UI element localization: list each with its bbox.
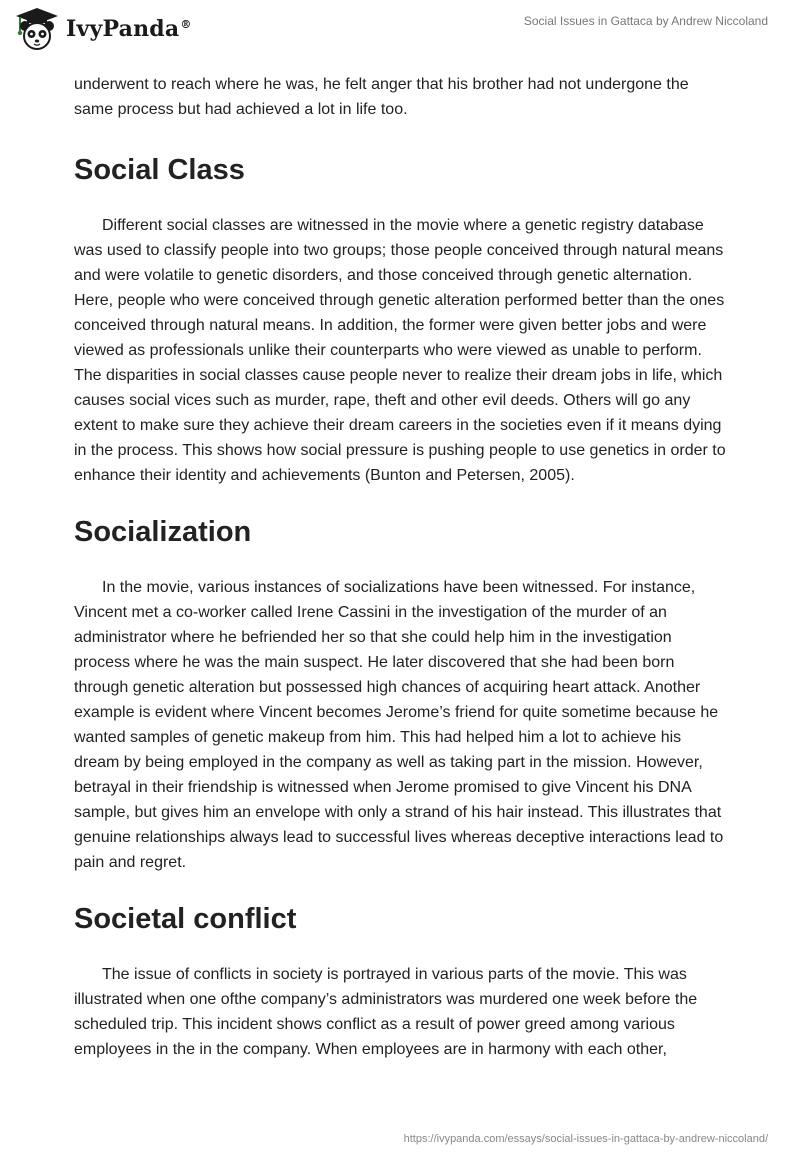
document-title: Social Issues in Gattaca by Andrew Niccoland [523, 14, 768, 28]
source-url[interactable]: https://ivypanda.com/essays/social-issues-in-gattaca-by-andrew-niccoland/ [403, 1133, 768, 1145]
section-heading-societal-conflict: Societal conflict [74, 903, 297, 935]
logo-wordmark: IvyPanda® [66, 16, 192, 42]
page-header [0, 0, 800, 60]
intro-paragraph: underwent to reach where he was, he felt anger that his brother had not undergone the same process but had achieved a lot in life too. [74, 76, 689, 118]
section-heading-social-class: Social Class [74, 154, 245, 186]
section-paragraph-socialization: In the movie, various instances of socializations have been witnessed. For instance, Vincent met a co-worker called Irene Cassini in the investigation of the murder of an administrator where he befriended her so that she could help him in the investigation process where he was the main suspect. He later discovered that she had been born through genetic alteration but possessed high chances of acquiring heart attack. Another example is evident where Vincent becomes Jerome’s friend for quite sometime because he wanted samples of genetic makeup from him. This had helped him a lot to achieve his dream by being employed in the company as well as taking part in the mission. However, betrayal in their friendship is witnessed when Jerome promised to give Vincent his DNA sample, but gives him an envelope with only a strand of his hair instead. This illustrates that genuine relationships always lead to successful lives whereas deceptive interactions lead to pain and regret. [74, 579, 724, 871]
section-paragraph-social-class: Different social classes are witnessed in the movie where a genetic registry database was used to classify people into two groups; those people conceived through natural means and were volatile to genetic disorders, and those conceived through genetic alternation. Here, people who were conceived through genetic alteration performed better than the ones conceived through natural means. In addition, the former were given better jobs and were viewed as professionals unlike their counterparts who were viewed as unable to perform. The disparities in social classes cause people never to realize their dream jobs in life, which causes social vices such as murder, rape, theft and other evil deeds. Others will go any extent to make sure they achieve their dream careers in the societies even if it means dying in the process. This shows how social pressure is pushing people to use genetics in order to enhance their identity and achievements (Bunton and Petersen, 2005). [74, 217, 726, 484]
essay-content [74, 72, 726, 1062]
section-heading-socialization: Socialization [74, 516, 252, 548]
ivypanda-logo[interactable] [14, 6, 192, 52]
section-paragraph-societal-conflict: The issue of conflicts in society is portrayed in various parts of the movie. This was illustrated when one ofthe company’s administrators was murdered one week before the scheduled trip. This incident shows conflict as a result of power greed among various employees in the in the company. When employees are in harmony with each other, [74, 966, 698, 1058]
panda-graduate-icon [14, 6, 60, 52]
